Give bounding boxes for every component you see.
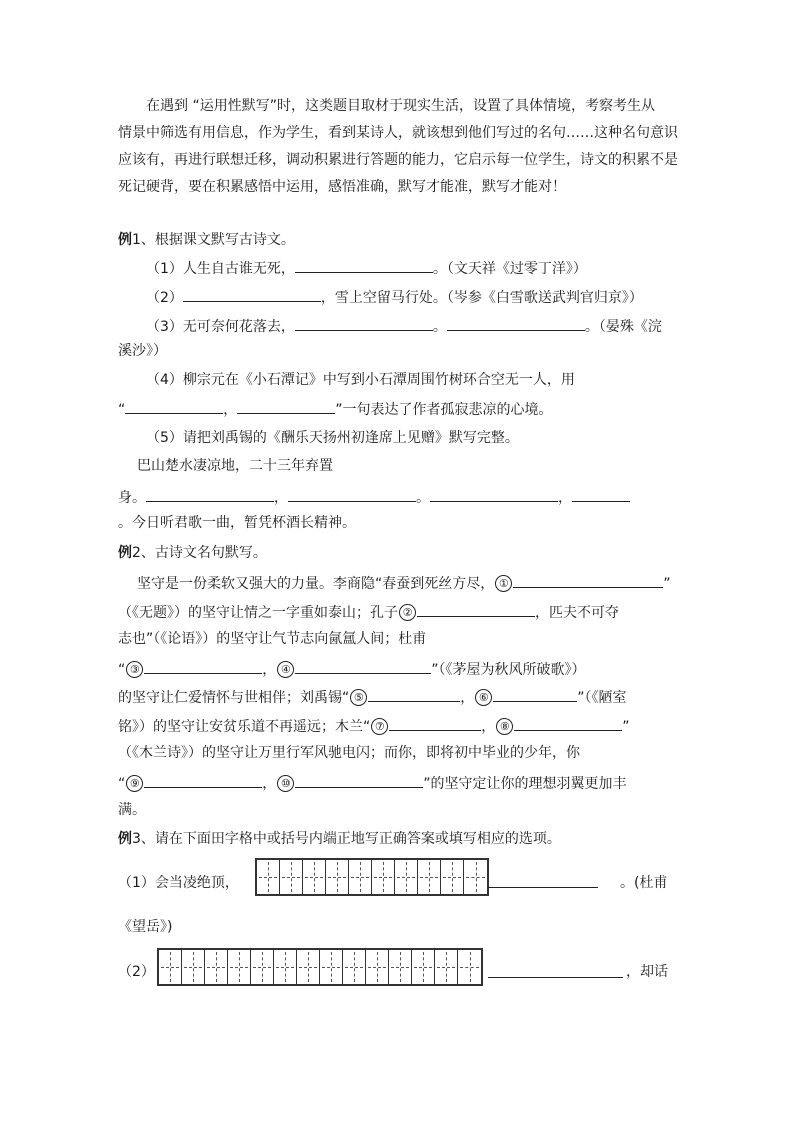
ex1-q4-line2 <box>118 398 553 420</box>
ex2-l6-comma: ， <box>481 719 496 735</box>
grid-cell[interactable] <box>343 950 366 984</box>
intro-line-3: 应该有，再进行联想迁移，调动积累进行答题的能力，它启示每一位学生，诗文的积累不是 <box>118 152 678 168</box>
grid-cell[interactable] <box>441 860 464 894</box>
ex1-q5-blank-4[interactable] <box>572 486 630 502</box>
ex3-q2-post: ，却话 <box>626 964 668 980</box>
ex1-q5-line2: 巴山楚水凄凉地，二十三年弃置 <box>137 458 333 474</box>
ex2-l8-comma: ， <box>262 776 277 792</box>
ex1-q5-line4: 。今日听君歌一曲，暂凭杯酒长精神。 <box>118 515 356 531</box>
ex1-q5-blank-3[interactable] <box>430 486 558 502</box>
blank-number-3: ③ <box>126 661 143 678</box>
ex1-q5-line3 <box>118 486 630 508</box>
ex1-q3-blank-2[interactable] <box>447 315 585 331</box>
grid-cell[interactable] <box>389 950 412 984</box>
blank-number-5: ⑤ <box>350 689 367 706</box>
intro-line-4: 死记硬背，要在积累感悟中运用，感悟准确，默写才能准，默写才能对！ <box>118 179 566 195</box>
ex1-q2-post: ，雪上空留马行处。（岑参《白雪歌送武判官归京》） <box>320 290 643 306</box>
ex2-blank-5[interactable] <box>368 686 460 702</box>
ex3-q1-grid[interactable] <box>255 858 489 896</box>
ex1-q5-blank-1[interactable] <box>146 486 274 502</box>
ex1-q1-blank[interactable] <box>295 257 433 273</box>
ex1-q2-pre: （2） <box>146 290 183 306</box>
grid-cell[interactable] <box>205 950 228 984</box>
blank-number-10: ⑩ <box>277 775 294 792</box>
ex2-title <box>118 543 267 563</box>
ex2-blank-2[interactable] <box>417 601 535 617</box>
blank-number-4: ④ <box>277 661 294 678</box>
ex3-q2-pre: （2） <box>118 964 155 980</box>
ex2-l8-open: “ <box>118 776 126 792</box>
ex1-q5-c1: ， <box>274 490 288 506</box>
ex1-q5-blank-2[interactable] <box>288 486 416 502</box>
ex3-q2-grid[interactable] <box>157 948 483 986</box>
blank-number-7: ⑦ <box>371 718 388 735</box>
grid-cell[interactable] <box>366 950 389 984</box>
ex1-q5-line1: （5）请把刘禹锡的《酬乐天扬州初逢席上见赠》默写完整。 <box>146 430 519 446</box>
grid-cell[interactable] <box>280 860 303 894</box>
ex3-title <box>118 829 561 849</box>
ex2-blank-1[interactable] <box>513 572 663 588</box>
ex1-q4-post: ”一句表达了作者孤寂悲凉的心境。 <box>335 402 553 418</box>
grid-cell[interactable] <box>228 950 251 984</box>
grid-cell[interactable] <box>297 950 320 984</box>
grid-cell[interactable] <box>418 860 441 894</box>
blank-number-1: ① <box>495 575 512 592</box>
blank-number-2: ② <box>399 604 416 621</box>
ex2-blank-6[interactable] <box>493 686 577 702</box>
ex1-q3-blank-1[interactable] <box>295 315 433 331</box>
ex1-label: 例 <box>118 232 132 248</box>
ex2-l1-pre: 坚守是一份柔软又强大的力量。李商隐“春蚕到死丝方尽， <box>137 576 495 592</box>
grid-cell[interactable] <box>320 950 343 984</box>
ex2-line-6 <box>118 715 630 737</box>
ex3-q1-blank[interactable] <box>488 872 598 888</box>
ex2-line-4 <box>118 658 586 680</box>
ex1-q5-shen: 身。 <box>118 490 146 506</box>
ex1-q1-pre: （1）人生自古谁无死， <box>146 261 295 277</box>
ex2-blank-8[interactable] <box>514 715 622 731</box>
ex3-q2-blank[interactable] <box>488 962 623 978</box>
ex1-q4-blank-2[interactable] <box>237 398 335 414</box>
ex1-q4-open: “ <box>118 402 126 418</box>
ex2-l6-post: ” <box>622 719 630 735</box>
grid-cell[interactable] <box>159 950 182 984</box>
ex2-l6-pre: 铭》）的坚守让安贫乐道不再遥远；木兰“ <box>118 719 371 735</box>
ex2-title-text: 2、古诗文名句默写。 <box>132 545 267 561</box>
ex3-q1-pre: （1）会当凌绝顶， <box>118 875 239 891</box>
ex1-q3-cont: 溪沙》） <box>118 343 167 359</box>
grid-cell[interactable] <box>274 950 297 984</box>
ex3-title-text: 3、请在下面田字格中或括号内端正地写正确答案或填写相应的选项。 <box>132 831 561 847</box>
ex2-line-9: 满。 <box>118 802 146 818</box>
ex1-q4-blank-1[interactable] <box>125 398 223 414</box>
ex1-q4-line1: （4）柳宗元在《小石潭记》中写到小石潭周围竹树环合空无一人，用 <box>146 372 575 388</box>
ex1-title-text: 1、根据课文默写古诗文。 <box>132 232 295 248</box>
blank-number-9: ⑨ <box>126 775 143 792</box>
ex2-blank-3[interactable] <box>144 658 262 674</box>
ex2-line-3: 志也”（《论语》）的坚守让气节志向氤氲人间；杜甫 <box>118 631 427 647</box>
ex1-title <box>118 230 295 250</box>
intro-line-1: 在遇到 “运用性默写”时，这类题目取材于现实生活，设置了具体情境，考察考生从 <box>146 98 655 114</box>
grid-cell[interactable] <box>303 860 326 894</box>
ex2-l8-post: ”的坚守定让你的理想羽翼更加丰 <box>423 776 627 792</box>
ex2-blank-4[interactable] <box>295 658 431 674</box>
ex2-l5-post: ”（《陋室 <box>577 690 627 706</box>
ex2-l4-post: ”（《茅屋为秋风所破歌》） <box>431 662 586 678</box>
ex1-q4-comma: ， <box>223 402 238 418</box>
ex1-q3-mid: 。 <box>432 319 447 335</box>
ex1-q3-pre: （3）无可奈何花落去， <box>146 319 295 335</box>
grid-cell[interactable] <box>372 860 395 894</box>
grid-cell[interactable] <box>395 860 418 894</box>
ex1-q3 <box>146 315 662 337</box>
ex2-line-7: （《木兰诗》）的坚守让万里行军风驰电闪；而你，即将初中毕业的少年，你 <box>118 745 580 761</box>
ex1-q1 <box>146 257 587 279</box>
grid-cell[interactable] <box>412 950 435 984</box>
ex1-q3-post: 。（晏殊《浣 <box>584 319 662 335</box>
ex1-q5-c3: ， <box>558 490 572 506</box>
ex3-q1-post: 。(杜甫 <box>620 875 668 891</box>
ex1-q2-blank[interactable] <box>183 286 321 302</box>
ex2-line-2 <box>118 601 619 623</box>
grid-cell[interactable] <box>464 860 487 894</box>
grid-cell[interactable] <box>458 950 481 984</box>
grid-cell[interactable] <box>182 950 205 984</box>
blank-number-8: ⑧ <box>496 718 513 735</box>
ex2-l1-post: ” <box>663 576 671 592</box>
ex3-q1-cont: 《望岳》) <box>118 919 173 935</box>
ex2-l4-open: “ <box>118 662 126 678</box>
blank-number-6: ⑥ <box>475 689 492 706</box>
grid-cell[interactable] <box>435 950 458 984</box>
grid-cell[interactable] <box>349 860 372 894</box>
intro-line-2: 情景中筛选有用信息，作为学生，看到某诗人，就该想到他们写过的名句……这种名句意识 <box>118 125 678 141</box>
ex2-l4-comma: ， <box>262 662 277 678</box>
ex1-q2 <box>146 286 643 308</box>
ex2-l5-pre: 的坚守让仁爱情怀与世相伴；刘禹锡“ <box>118 690 350 706</box>
grid-cell[interactable] <box>257 860 280 894</box>
ex2-blank-10[interactable] <box>295 772 423 788</box>
ex1-q1-post: 。（文天祥《过零丁洋》） <box>432 261 587 277</box>
ex2-line-8 <box>118 772 627 794</box>
ex3-label: 例 <box>118 831 132 847</box>
ex2-l5-comma: ， <box>460 690 475 706</box>
ex2-label: 例 <box>118 545 132 561</box>
ex2-line-1 <box>137 572 671 594</box>
ex2-blank-9[interactable] <box>144 772 262 788</box>
ex1-q5-c2: 。 <box>416 490 430 506</box>
ex2-blank-7[interactable] <box>389 715 481 731</box>
grid-cell[interactable] <box>326 860 349 894</box>
ex2-line-5 <box>118 686 627 708</box>
ex2-l2-post: ，匹夫不可夺 <box>535 605 619 621</box>
grid-cell[interactable] <box>251 950 274 984</box>
ex2-l2-pre: （《无题》）的坚守让情之一字重如泰山；孔子 <box>118 605 398 621</box>
